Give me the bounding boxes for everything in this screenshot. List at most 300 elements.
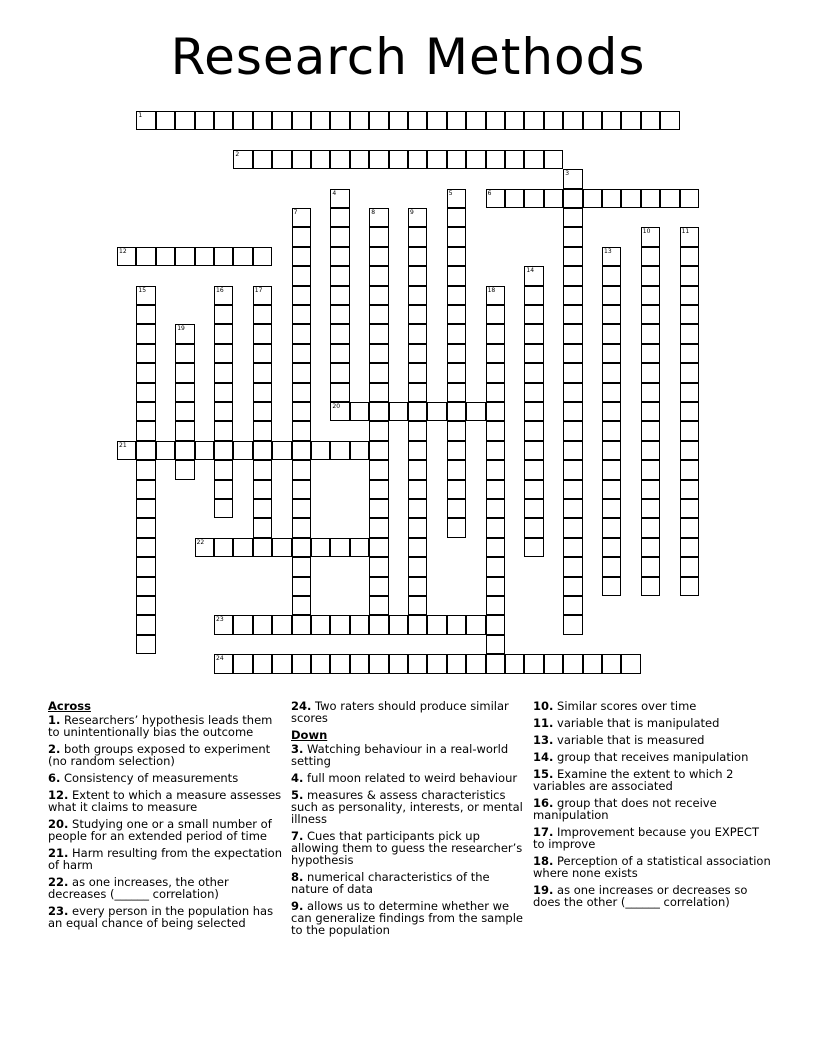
- grid-cell[interactable]: [350, 150, 369, 169]
- grid-cell[interactable]: [602, 305, 621, 324]
- grid-cell[interactable]: [524, 654, 543, 673]
- grid-cell[interactable]: [233, 615, 252, 634]
- grid-cell[interactable]: [602, 324, 621, 343]
- grid-cell[interactable]: [214, 480, 233, 499]
- grid-cell[interactable]: [427, 150, 446, 169]
- grid-cell[interactable]: [563, 480, 582, 499]
- grid-cell[interactable]: [253, 460, 272, 479]
- grid-cell[interactable]: [156, 441, 175, 460]
- grid-cell[interactable]: [447, 402, 466, 421]
- grid-cell[interactable]: [292, 363, 311, 382]
- grid-cell[interactable]: [680, 421, 699, 440]
- grid-cell[interactable]: [602, 247, 621, 266]
- grid-cell[interactable]: [447, 208, 466, 227]
- grid-cell[interactable]: [447, 266, 466, 285]
- grid-cell[interactable]: [330, 208, 349, 227]
- grid-cell[interactable]: [233, 150, 252, 169]
- grid-cell[interactable]: [408, 363, 427, 382]
- grid-cell[interactable]: [369, 402, 388, 421]
- grid-cell[interactable]: [486, 654, 505, 673]
- grid-cell[interactable]: [524, 111, 543, 130]
- grid-cell[interactable]: [195, 538, 214, 557]
- grid-cell[interactable]: [641, 518, 660, 537]
- grid-cell[interactable]: [369, 111, 388, 130]
- grid-cell[interactable]: [350, 111, 369, 130]
- grid-cell[interactable]: [292, 111, 311, 130]
- grid-cell[interactable]: [680, 286, 699, 305]
- grid-cell[interactable]: [408, 499, 427, 518]
- grid-cell[interactable]: [272, 538, 291, 557]
- grid-cell[interactable]: [214, 499, 233, 518]
- grid-cell[interactable]: [641, 227, 660, 246]
- grid-cell[interactable]: [602, 654, 621, 673]
- grid-cell[interactable]: [563, 383, 582, 402]
- grid-cell[interactable]: [175, 344, 194, 363]
- grid-cell[interactable]: [602, 344, 621, 363]
- grid-cell[interactable]: [602, 189, 621, 208]
- grid-cell[interactable]: [136, 421, 155, 440]
- grid-cell[interactable]: [505, 654, 524, 673]
- grid-cell[interactable]: [466, 402, 485, 421]
- grid-cell[interactable]: [136, 305, 155, 324]
- grid-cell[interactable]: [408, 324, 427, 343]
- grid-cell[interactable]: [253, 654, 272, 673]
- grid-cell[interactable]: [214, 344, 233, 363]
- grid-cell[interactable]: [292, 208, 311, 227]
- grid-cell[interactable]: [214, 324, 233, 343]
- grid-cell[interactable]: [408, 344, 427, 363]
- grid-cell[interactable]: [641, 305, 660, 324]
- grid-cell[interactable]: [427, 402, 446, 421]
- grid-cell[interactable]: [641, 441, 660, 460]
- grid-cell[interactable]: [350, 402, 369, 421]
- grid-cell[interactable]: [641, 402, 660, 421]
- grid-cell[interactable]: [408, 460, 427, 479]
- grid-cell[interactable]: [486, 402, 505, 421]
- grid-cell[interactable]: [524, 402, 543, 421]
- grid-cell[interactable]: [486, 635, 505, 654]
- grid-cell[interactable]: [408, 538, 427, 557]
- grid-cell[interactable]: [330, 383, 349, 402]
- grid-cell[interactable]: [408, 557, 427, 576]
- grid-cell[interactable]: [253, 538, 272, 557]
- grid-cell[interactable]: [660, 189, 679, 208]
- grid-cell[interactable]: [292, 480, 311, 499]
- grid-cell[interactable]: [563, 247, 582, 266]
- grid-cell[interactable]: [136, 596, 155, 615]
- grid-cell[interactable]: [486, 286, 505, 305]
- grid-cell[interactable]: [233, 247, 252, 266]
- grid-cell[interactable]: [156, 111, 175, 130]
- grid-cell[interactable]: [214, 286, 233, 305]
- grid-cell[interactable]: [389, 150, 408, 169]
- grid-cell[interactable]: [563, 169, 582, 188]
- grid-cell[interactable]: [563, 324, 582, 343]
- grid-cell[interactable]: [524, 460, 543, 479]
- grid-cell[interactable]: [602, 441, 621, 460]
- grid-cell[interactable]: [524, 441, 543, 460]
- grid-cell[interactable]: [369, 615, 388, 634]
- grid-cell[interactable]: [602, 402, 621, 421]
- grid-cell[interactable]: [563, 596, 582, 615]
- grid-cell[interactable]: [680, 499, 699, 518]
- grid-cell[interactable]: [544, 111, 563, 130]
- grid-cell[interactable]: [563, 305, 582, 324]
- grid-cell[interactable]: [447, 286, 466, 305]
- grid-cell[interactable]: [563, 208, 582, 227]
- grid-cell[interactable]: [408, 286, 427, 305]
- grid-cell[interactable]: [350, 441, 369, 460]
- grid-cell[interactable]: [680, 266, 699, 285]
- grid-cell[interactable]: [447, 654, 466, 673]
- grid-cell[interactable]: [486, 383, 505, 402]
- grid-cell[interactable]: [486, 344, 505, 363]
- grid-cell[interactable]: [447, 441, 466, 460]
- grid-cell[interactable]: [563, 286, 582, 305]
- grid-cell[interactable]: [408, 654, 427, 673]
- grid-cell[interactable]: [524, 286, 543, 305]
- grid-cell[interactable]: [563, 402, 582, 421]
- grid-cell[interactable]: [136, 460, 155, 479]
- grid-cell[interactable]: [330, 111, 349, 130]
- grid-cell[interactable]: [292, 538, 311, 557]
- grid-cell[interactable]: [292, 615, 311, 634]
- grid-cell[interactable]: [330, 363, 349, 382]
- grid-cell[interactable]: [233, 111, 252, 130]
- grid-cell[interactable]: [214, 111, 233, 130]
- grid-cell[interactable]: [641, 577, 660, 596]
- grid-cell[interactable]: [563, 441, 582, 460]
- grid-cell[interactable]: [524, 266, 543, 285]
- grid-cell[interactable]: [641, 557, 660, 576]
- grid-cell[interactable]: [486, 460, 505, 479]
- grid-cell[interactable]: [369, 305, 388, 324]
- grid-cell[interactable]: [253, 344, 272, 363]
- grid-cell[interactable]: [253, 363, 272, 382]
- grid-cell[interactable]: [524, 383, 543, 402]
- grid-cell[interactable]: [136, 499, 155, 518]
- grid-cell[interactable]: [292, 227, 311, 246]
- grid-cell[interactable]: [447, 480, 466, 499]
- grid-cell[interactable]: [641, 538, 660, 557]
- grid-cell[interactable]: [447, 111, 466, 130]
- grid-cell[interactable]: [544, 189, 563, 208]
- grid-cell[interactable]: [583, 189, 602, 208]
- grid-cell[interactable]: [136, 635, 155, 654]
- grid-cell[interactable]: [486, 421, 505, 440]
- grid-cell[interactable]: [214, 247, 233, 266]
- grid-cell[interactable]: [292, 383, 311, 402]
- grid-cell[interactable]: [214, 615, 233, 634]
- grid-cell[interactable]: [447, 324, 466, 343]
- grid-cell[interactable]: [447, 615, 466, 634]
- grid-cell[interactable]: [175, 460, 194, 479]
- grid-cell[interactable]: [408, 402, 427, 421]
- grid-cell[interactable]: [680, 247, 699, 266]
- grid-cell[interactable]: [369, 460, 388, 479]
- grid-cell[interactable]: [408, 227, 427, 246]
- grid-cell[interactable]: [214, 441, 233, 460]
- grid-cell[interactable]: [233, 654, 252, 673]
- grid-cell[interactable]: [214, 402, 233, 421]
- grid-cell[interactable]: [408, 383, 427, 402]
- grid-cell[interactable]: [253, 247, 272, 266]
- grid-cell[interactable]: [369, 324, 388, 343]
- grid-cell[interactable]: [311, 615, 330, 634]
- grid-cell[interactable]: [486, 557, 505, 576]
- grid-cell[interactable]: [524, 189, 543, 208]
- grid-cell[interactable]: [447, 227, 466, 246]
- grid-cell[interactable]: [253, 441, 272, 460]
- grid-cell[interactable]: [292, 421, 311, 440]
- grid-cell[interactable]: [136, 615, 155, 634]
- grid-cell[interactable]: [272, 111, 291, 130]
- grid-cell[interactable]: [524, 421, 543, 440]
- grid-cell[interactable]: [602, 557, 621, 576]
- grid-cell[interactable]: [369, 538, 388, 557]
- grid-cell[interactable]: [253, 305, 272, 324]
- grid-cell[interactable]: [253, 518, 272, 537]
- grid-cell[interactable]: [583, 654, 602, 673]
- grid-cell[interactable]: [369, 344, 388, 363]
- grid-cell[interactable]: [680, 480, 699, 499]
- grid-cell[interactable]: [563, 557, 582, 576]
- grid-cell[interactable]: [369, 150, 388, 169]
- grid-cell[interactable]: [563, 363, 582, 382]
- grid-cell[interactable]: [330, 247, 349, 266]
- grid-cell[interactable]: [272, 150, 291, 169]
- grid-cell[interactable]: [292, 402, 311, 421]
- grid-cell[interactable]: [602, 363, 621, 382]
- grid-cell[interactable]: [447, 460, 466, 479]
- grid-cell[interactable]: [292, 150, 311, 169]
- grid-cell[interactable]: [136, 518, 155, 537]
- grid-cell[interactable]: [136, 538, 155, 557]
- grid-cell[interactable]: [505, 189, 524, 208]
- grid-cell[interactable]: [563, 615, 582, 634]
- grid-cell[interactable]: [117, 247, 136, 266]
- grid-cell[interactable]: [369, 208, 388, 227]
- grid-cell[interactable]: [175, 247, 194, 266]
- grid-cell[interactable]: [214, 421, 233, 440]
- grid-cell[interactable]: [330, 402, 349, 421]
- grid-cell[interactable]: [214, 538, 233, 557]
- grid-cell[interactable]: [680, 538, 699, 557]
- grid-cell[interactable]: [602, 518, 621, 537]
- grid-cell[interactable]: [408, 247, 427, 266]
- grid-cell[interactable]: [311, 150, 330, 169]
- grid-cell[interactable]: [175, 324, 194, 343]
- grid-cell[interactable]: [330, 189, 349, 208]
- grid-cell[interactable]: [389, 654, 408, 673]
- grid-cell[interactable]: [156, 247, 175, 266]
- grid-cell[interactable]: [621, 189, 640, 208]
- grid-cell[interactable]: [292, 247, 311, 266]
- grid-cell[interactable]: [408, 615, 427, 634]
- grid-cell[interactable]: [369, 557, 388, 576]
- grid-cell[interactable]: [136, 402, 155, 421]
- grid-cell[interactable]: [680, 557, 699, 576]
- grid-cell[interactable]: [602, 499, 621, 518]
- grid-cell[interactable]: [466, 150, 485, 169]
- grid-cell[interactable]: [563, 654, 582, 673]
- grid-cell[interactable]: [136, 441, 155, 460]
- grid-cell[interactable]: [136, 286, 155, 305]
- grid-cell[interactable]: [466, 111, 485, 130]
- grid-cell[interactable]: [214, 305, 233, 324]
- grid-cell[interactable]: [408, 305, 427, 324]
- grid-cell[interactable]: [330, 227, 349, 246]
- grid-cell[interactable]: [350, 615, 369, 634]
- grid-cell[interactable]: [136, 344, 155, 363]
- grid-cell[interactable]: [136, 247, 155, 266]
- grid-cell[interactable]: [486, 189, 505, 208]
- grid-cell[interactable]: [292, 441, 311, 460]
- grid-cell[interactable]: [641, 344, 660, 363]
- grid-cell[interactable]: [311, 111, 330, 130]
- grid-cell[interactable]: [524, 518, 543, 537]
- grid-cell[interactable]: [175, 111, 194, 130]
- grid-cell[interactable]: [563, 344, 582, 363]
- grid-cell[interactable]: [641, 363, 660, 382]
- grid-cell[interactable]: [602, 421, 621, 440]
- grid-cell[interactable]: [660, 111, 679, 130]
- grid-cell[interactable]: [292, 557, 311, 576]
- grid-cell[interactable]: [602, 538, 621, 557]
- grid-cell[interactable]: [563, 499, 582, 518]
- grid-cell[interactable]: [389, 615, 408, 634]
- grid-cell[interactable]: [486, 499, 505, 518]
- grid-cell[interactable]: [272, 615, 291, 634]
- grid-cell[interactable]: [253, 324, 272, 343]
- grid-cell[interactable]: [680, 460, 699, 479]
- grid-cell[interactable]: [369, 383, 388, 402]
- grid-cell[interactable]: [621, 654, 640, 673]
- grid-cell[interactable]: [680, 305, 699, 324]
- grid-cell[interactable]: [253, 383, 272, 402]
- grid-cell[interactable]: [505, 111, 524, 130]
- grid-cell[interactable]: [253, 286, 272, 305]
- grid-cell[interactable]: [272, 654, 291, 673]
- grid-cell[interactable]: [486, 441, 505, 460]
- grid-cell[interactable]: [524, 363, 543, 382]
- grid-cell[interactable]: [369, 654, 388, 673]
- grid-cell[interactable]: [408, 596, 427, 615]
- grid-cell[interactable]: [486, 615, 505, 634]
- grid-cell[interactable]: [427, 111, 446, 130]
- grid-cell[interactable]: [447, 499, 466, 518]
- grid-cell[interactable]: [408, 480, 427, 499]
- grid-cell[interactable]: [486, 363, 505, 382]
- grid-cell[interactable]: [408, 577, 427, 596]
- grid-cell[interactable]: [369, 363, 388, 382]
- grid-cell[interactable]: [680, 518, 699, 537]
- grid-cell[interactable]: [680, 227, 699, 246]
- grid-cell[interactable]: [175, 383, 194, 402]
- grid-cell[interactable]: [369, 596, 388, 615]
- grid-cell[interactable]: [195, 247, 214, 266]
- grid-cell[interactable]: [408, 518, 427, 537]
- grid-cell[interactable]: [563, 421, 582, 440]
- grid-cell[interactable]: [466, 654, 485, 673]
- grid-cell[interactable]: [369, 227, 388, 246]
- grid-cell[interactable]: [466, 615, 485, 634]
- grid-cell[interactable]: [447, 383, 466, 402]
- grid-cell[interactable]: [563, 227, 582, 246]
- grid-cell[interactable]: [330, 286, 349, 305]
- grid-cell[interactable]: [680, 189, 699, 208]
- grid-cell[interactable]: [680, 402, 699, 421]
- grid-cell[interactable]: [214, 383, 233, 402]
- grid-cell[interactable]: [447, 305, 466, 324]
- grid-cell[interactable]: [272, 441, 291, 460]
- grid-cell[interactable]: [233, 538, 252, 557]
- grid-cell[interactable]: [486, 518, 505, 537]
- grid-cell[interactable]: [408, 150, 427, 169]
- grid-cell[interactable]: [641, 266, 660, 285]
- grid-cell[interactable]: [602, 383, 621, 402]
- grid-cell[interactable]: [486, 111, 505, 130]
- grid-cell[interactable]: [641, 480, 660, 499]
- grid-cell[interactable]: [486, 538, 505, 557]
- grid-cell[interactable]: [292, 305, 311, 324]
- grid-cell[interactable]: [427, 615, 446, 634]
- grid-cell[interactable]: [292, 596, 311, 615]
- grid-cell[interactable]: [447, 518, 466, 537]
- grid-cell[interactable]: [524, 344, 543, 363]
- grid-cell[interactable]: [369, 266, 388, 285]
- grid-cell[interactable]: [408, 111, 427, 130]
- grid-cell[interactable]: [486, 480, 505, 499]
- grid-cell[interactable]: [602, 480, 621, 499]
- grid-cell[interactable]: [253, 480, 272, 499]
- grid-cell[interactable]: [563, 111, 582, 130]
- grid-cell[interactable]: [563, 518, 582, 537]
- grid-cell[interactable]: [389, 111, 408, 130]
- grid-cell[interactable]: [292, 286, 311, 305]
- grid-cell[interactable]: [524, 480, 543, 499]
- grid-cell[interactable]: [486, 577, 505, 596]
- grid-cell[interactable]: [505, 150, 524, 169]
- grid-cell[interactable]: [583, 111, 602, 130]
- grid-cell[interactable]: [136, 383, 155, 402]
- grid-cell[interactable]: [253, 615, 272, 634]
- grid-cell[interactable]: [486, 150, 505, 169]
- grid-cell[interactable]: [292, 266, 311, 285]
- grid-cell[interactable]: [486, 305, 505, 324]
- grid-cell[interactable]: [330, 538, 349, 557]
- grid-cell[interactable]: [641, 383, 660, 402]
- grid-cell[interactable]: [602, 577, 621, 596]
- grid-cell[interactable]: [330, 615, 349, 634]
- grid-cell[interactable]: [602, 111, 621, 130]
- grid-cell[interactable]: [330, 654, 349, 673]
- grid-cell[interactable]: [641, 189, 660, 208]
- grid-cell[interactable]: [350, 538, 369, 557]
- grid-cell[interactable]: [292, 344, 311, 363]
- grid-cell[interactable]: [253, 150, 272, 169]
- grid-cell[interactable]: [369, 441, 388, 460]
- grid-cell[interactable]: [292, 577, 311, 596]
- grid-cell[interactable]: [117, 441, 136, 460]
- grid-cell[interactable]: [369, 518, 388, 537]
- grid-cell[interactable]: [641, 421, 660, 440]
- grid-cell[interactable]: [408, 421, 427, 440]
- grid-cell[interactable]: [680, 577, 699, 596]
- grid-cell[interactable]: [641, 499, 660, 518]
- grid-cell[interactable]: [292, 499, 311, 518]
- grid-cell[interactable]: [641, 460, 660, 479]
